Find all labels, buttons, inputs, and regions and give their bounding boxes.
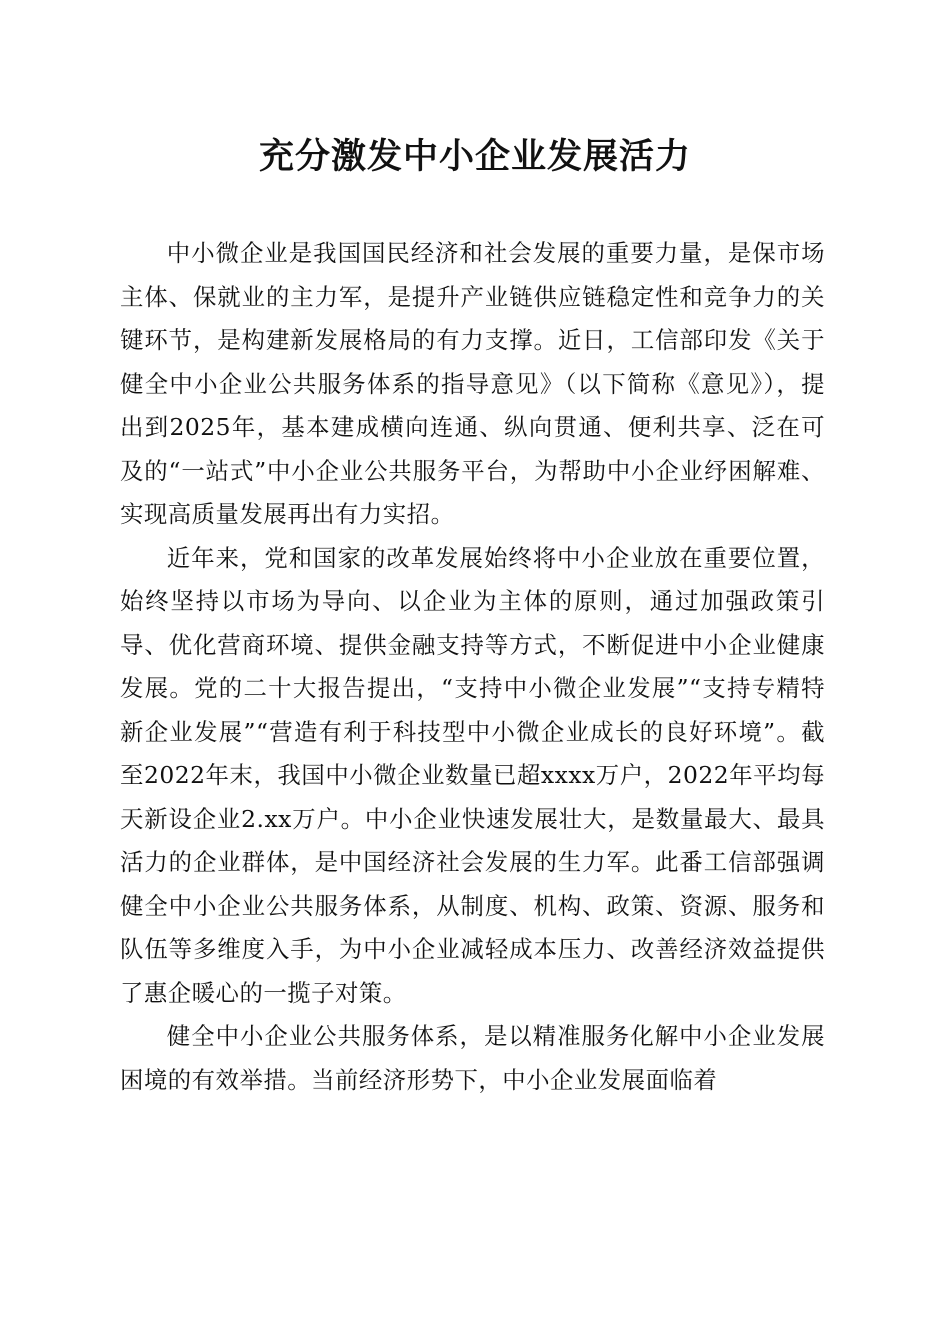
document-body [120, 232, 825, 1102]
paragraph: 中小微企业是我国国民经济和社会发展的重要力量，是保市场主体、保就业的主力军，是提升产业链供应链稳定性和竞争力的关键环节，是构建新发展格局的有力支撑。近日，工信部印发《关于健全中小企业公共服务体系的指导意见》（以下简称《意见》），提出到2025年，基本建成横向连通、纵向贯通、便利共享、泛在可及的“一站式”中小企业公共服务平台，为帮助中小企业纾困解难、实现高质量发展再出有力实招。 [120, 239, 825, 528]
document-title: 充分激发中小企业发展活力 [258, 136, 691, 177]
paragraph: 近年来，党和国家的改革发展始终将中小企业放在重要位置，始终坚持以市场为导向、以企业为主体的原则，通过加强政策引导、优化营商环境、提供金融支持等方式，不断促进中小企业健康发展。党的二十大报告提出，“支持中小微企业发展”“支持专精特新企业发展”“营造有利于科技型中小微企业成长的良好环境”。截至2022年末，我国中小微企业数量已超xxxx万户，2022年平均每天新设企业2.xx万户。中小企业快速发展壮大，是数量最大、最具活力的企业群体，是中国经济社会发展的生力军。此番工信部强调健全中小企业公共服务体系，从制度、机构、政策、资源、服务和队伍等多维度入手，为中小企业减轻成本压力、改善经济效益提供了惠企暖心的一揽子对策。 [120, 543, 825, 1007]
paragraph: 健全中小企业公共服务体系，是以精准服务化解中小企业发展困境的有效举措。当前经济形势下，中小企业发展面临着 [120, 1022, 825, 1094]
